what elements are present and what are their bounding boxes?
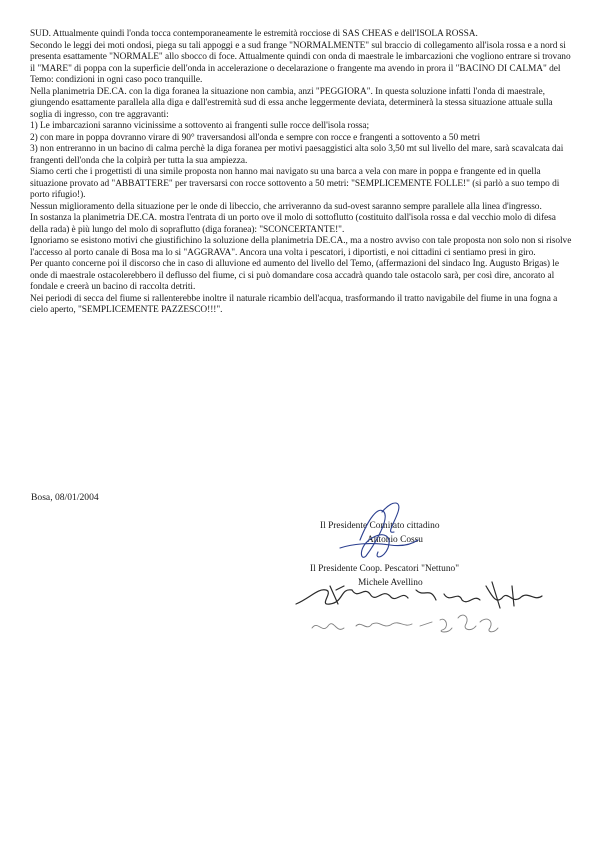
paragraph: In sostanza la planimetria DE.CA. mostra l'entrata di un porto ove il molo di sottoflutto (costituito dall'isola rossa e dal vecchio molo di difesa della rada) è più lungo del molo di sopraflutto (diga foranea): "SCONCERTANTE!". (30, 213, 556, 235)
paragraph: Ignoriamo se esistono motivi che giustifichino la soluzione della planimetria DE.CA., ma a nostro avviso con tale proposta non solo non si risolve l'accesso al porto canale di Bosa ma lo si "AGGRAVA". Ancora una volta i pescatori, i diportisti, e noi cittadini ci sentiamo presi in giro. (30, 236, 572, 258)
paragraph: 1) Le imbarcazioni saranno vicinissime a sottovento ai frangenti sulle rocce dell'isola rossa; (30, 121, 370, 131)
paragraph: Siamo certi che i progettisti di una simile proposta non hanno mai navigato su una barca a vela con mare in poppa e frangente ed in quella situazione provato ad "ABBATTERE" per traversarsi con rocce sottovento a 50 metri: "SEMPLICEMENTE FOLLE!" (si parlò a suo tempo di porto rifugio!). (30, 167, 560, 200)
paragraph: 2) con mare in poppa dovranno virare di 90° traversandosi all'onda e sempre con rocce e frangenti a sottovento a 50 metri (30, 132, 481, 143)
paragraph: Per quanto concerne poi il discorso che in caso di alluvione ed aumento del livello del Temo, (affermazioni del sindaco Ing. Augusto Brigas) le onde di maestrale ostacolerebbero il deflusso del fiume, ci si può domandare cosa accadrà quando tale ostacolo sarà, per così dire, ancorato al fondale e creerà un bacino di raccolta detriti. (30, 259, 559, 292)
date-line: Bosa, 08/01/2004 (31, 492, 99, 503)
second-signatory-name: Michele Avellino (358, 578, 423, 588)
first-signatory-name: Antonio Cossu (367, 535, 423, 545)
letter-body (30, 29, 575, 317)
second-signatory-title: Il Presidente Coop. Pescatori "Nettuno" (310, 564, 460, 574)
first-signatory-title: Il Presidente Comitato cittadino (320, 521, 440, 531)
paragraph: Nessun miglioramento della situazione per le onde di libeccio, che arriveranno da sud-ovest saranno sempre parallele alla linea d'ingresso. (30, 201, 542, 212)
paragraph: Secondo le leggi dei moti ondosi, piega su tali appoggi e a sud frange "NORMALMENTE" sul braccio di collegamento all'isola rossa e a nord si presenta esattamente "NORMALE" allo sbocco di foce. Attualmente quindi con onda di maestrale le imbarcazioni che vogliono entrare si trovano il "MARE" di poppa con la superficie dell'onda in accelerazione o decelarazione o frangente ma avendo in prora il "BACINO DI CALMA" del Temo: condizioni in ogni caso poco tranquille. (30, 40, 571, 85)
paragraph: Nella planimetria DE.CA. con la diga foranea la situazione non cambia, anzi "PEGGIORA". In questa soluzione infatti l'onda di maestrale, giungendo esattamente parallela alla diga e dall'estremità sud di essa anche leggermente deviata, determinerà la stessa situazione attuale sulla soglia di ingresso, con tre aggravanti: (30, 86, 553, 120)
paragraph: Nei periodi di secca del fiume si rallenterebbe inoltre il naturale ricambio dell'acqua, trasformando il tratto navigabile del fiume in una fogna a cielo aperto, "SEMPLICEMENTE PAZZESCO!!!". (30, 293, 558, 315)
paragraph: 3) non entreranno in un bacino di calma perchè la diga foranea per motivi paesaggistici alta solo 3,50 mt sul livello del mare, sarà scavalcata dai frangenti dell'onda che la colpirà per tutta la sua ampiezza. (30, 144, 564, 166)
paragraph: SUD. Attualmente quindi l'onda tocca contemporaneamente le estremità rocciose di SAS CHEAS e dell'ISOLA ROSSA. (30, 29, 478, 39)
third-signature-ink (312, 615, 498, 632)
